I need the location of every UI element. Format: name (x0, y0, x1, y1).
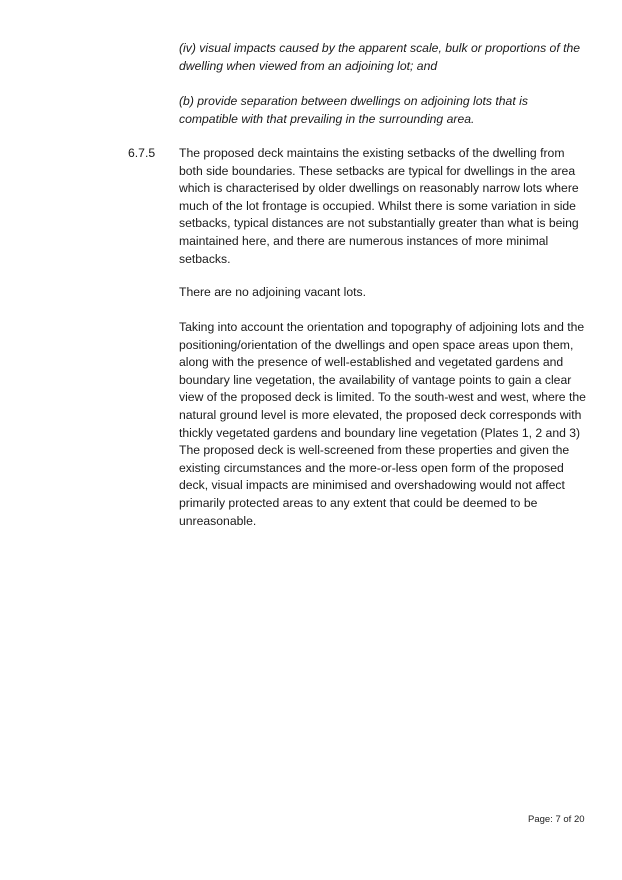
clause-paragraph-2: There are no adjoining vacant lots. (179, 285, 366, 299)
clause-number: 6.7.5 (128, 146, 156, 160)
page-number: Page: 7 of 20 (528, 814, 585, 825)
clause-paragraph-3: Taking into account the orientation and topography of adjoining lots and the positioning/orientation of the dwellings and open space areas upon them, along with the presence of well-established and vegetated gardens and boundary line vegetation, the availability of vantage points to gain a clear view of the proposed deck is limited. To the south-west and west, where the natural ground level is more elevated, the proposed deck corresponds with thickly vegetated gardens and boundary line vegetation (Plates 1, 2 and 3) The proposed deck is well-screened from these properties and given the existing circumstances and the more-or-less open form of the proposed deck, visual impacts are minimised and overshadowing would not affect primarily protected areas to any extent that could be deemed to be unreasonable. (179, 320, 586, 528)
clause-paragraph-1: The proposed deck maintains the existing setbacks of the dwelling from both side boundaries. These setbacks are typical for dwellings in the area which is characterised by older dwellings on reasonably narrow lots where much of the lot frontage is occupied. Whilst there is some variation in side setbacks, typical distances are not substantially greater than what is being maintained here, and there are numerous instances of more minimal setbacks. (179, 146, 579, 266)
quote-item-b: (b) provide separation between dwellings on adjoining lots that is compatible with that prevailing in the surrounding area. (179, 94, 528, 126)
quote-item-iv: (iv) visual impacts caused by the apparent scale, bulk or proportions of the dwelling when viewed from an adjoining lot; and (179, 41, 581, 73)
